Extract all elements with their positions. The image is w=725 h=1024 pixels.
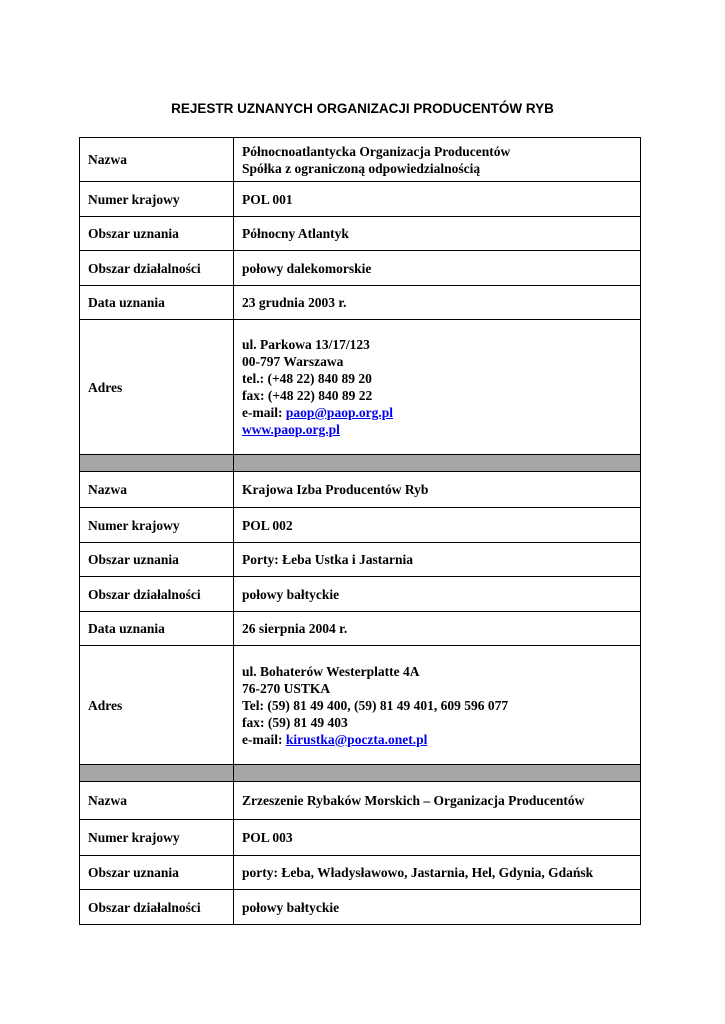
national-number-value: POL 002 bbox=[234, 508, 641, 543]
document-title: REJESTR UZNANYCH ORGANIZACJI PRODUCENTÓW RYB bbox=[171, 101, 554, 116]
register-table bbox=[79, 137, 641, 925]
address-line: fax: (59) 81 49 403 bbox=[242, 714, 348, 730]
activity-area-label: Obszar działalności bbox=[80, 890, 234, 925]
recognition-date-value: 23 grudnia 2003 r. bbox=[234, 286, 641, 320]
website-link[interactable]: www.paop.org.pl bbox=[242, 422, 340, 437]
table-row bbox=[80, 138, 641, 182]
address-line: fax: (+48 22) 840 89 22 bbox=[242, 388, 373, 403]
separator-row bbox=[80, 455, 641, 472]
recognition-date-label: Data uznania bbox=[80, 612, 234, 646]
activity-area-value: połowy bałtyckie bbox=[234, 577, 641, 612]
address-value bbox=[234, 646, 641, 765]
table-row bbox=[80, 182, 641, 217]
national-number-label: Numer krajowy bbox=[80, 508, 234, 543]
name-label: Nazwa bbox=[80, 472, 234, 508]
table-row bbox=[80, 286, 641, 320]
table-row bbox=[80, 782, 641, 820]
recognition-area-value: Północny Atlantyk bbox=[234, 217, 641, 251]
name-label: Nazwa bbox=[80, 138, 234, 182]
table-row bbox=[80, 320, 641, 455]
email-prefix: e-mail: bbox=[242, 405, 286, 420]
activity-area-value: połowy bałtyckie bbox=[234, 890, 641, 925]
table-row bbox=[80, 856, 641, 890]
address-line: ul. Bohaterów Westerplatte 4A bbox=[242, 663, 420, 679]
email-link[interactable]: paop@paop.org.pl bbox=[285, 405, 393, 420]
address-label: Adres bbox=[80, 320, 234, 455]
email-link[interactable]: kirustka@poczta.onet.pl bbox=[285, 731, 428, 747]
table-row bbox=[80, 646, 641, 765]
table-row bbox=[80, 820, 641, 856]
name-value bbox=[234, 138, 641, 182]
email-line bbox=[242, 731, 632, 748]
activity-area-label: Obszar działalności bbox=[80, 577, 234, 612]
recognition-area-value: Porty: Łeba Ustka i Jastarnia bbox=[234, 543, 641, 577]
address-label: Adres bbox=[80, 646, 234, 765]
recognition-area-value: porty: Łeba, Władysławowo, Jastarnia, Hel, Gdynia, Gdańsk bbox=[234, 856, 641, 890]
table-row bbox=[80, 577, 641, 612]
recognition-date-value: 26 sierpnia 2004 r. bbox=[234, 612, 641, 646]
recognition-area-label: Obszar uznania bbox=[80, 543, 234, 577]
address-line: 00-797 Warszawa bbox=[242, 354, 344, 369]
address-line: Tel: (59) 81 49 400, (59) 81 49 401, 609 596 077 bbox=[242, 697, 509, 713]
table-row bbox=[80, 251, 641, 286]
table-row bbox=[80, 217, 641, 251]
address-line: 76-270 USTKA bbox=[242, 680, 331, 696]
address-line: ul. Parkowa 13/17/123 bbox=[242, 337, 370, 352]
email-prefix: e-mail: bbox=[242, 731, 286, 747]
recognition-date-label: Data uznania bbox=[80, 286, 234, 320]
activity-area-value: połowy dalekomorskie bbox=[234, 251, 641, 286]
address-line: tel.: (+48 22) 840 89 20 bbox=[242, 371, 372, 386]
table-row bbox=[80, 612, 641, 646]
national-number-value: POL 003 bbox=[234, 820, 641, 856]
table-row bbox=[80, 543, 641, 577]
name-label: Nazwa bbox=[80, 782, 234, 820]
name-value: Krajowa Izba Producentów Ryb bbox=[234, 472, 641, 508]
recognition-area-label: Obszar uznania bbox=[80, 217, 234, 251]
address-value bbox=[234, 320, 641, 455]
email-line bbox=[242, 404, 632, 421]
table-row bbox=[80, 890, 641, 925]
separator-row bbox=[80, 765, 641, 782]
table-row bbox=[80, 508, 641, 543]
national-number-value: POL 001 bbox=[234, 182, 641, 217]
national-number-label: Numer krajowy bbox=[80, 820, 234, 856]
national-number-label: Numer krajowy bbox=[80, 182, 234, 217]
website-line bbox=[242, 421, 632, 438]
name-line: Spółka z ograniczoną odpowiedzialnością bbox=[242, 160, 481, 176]
table-row bbox=[80, 472, 641, 508]
recognition-area-label: Obszar uznania bbox=[80, 856, 234, 890]
activity-area-label: Obszar działalności bbox=[80, 251, 234, 286]
name-line: Północnoatlantycka Organizacja Producentów bbox=[242, 143, 511, 159]
name-value: Zrzeszenie Rybaków Morskich – Organizacja Producentów bbox=[234, 782, 641, 820]
